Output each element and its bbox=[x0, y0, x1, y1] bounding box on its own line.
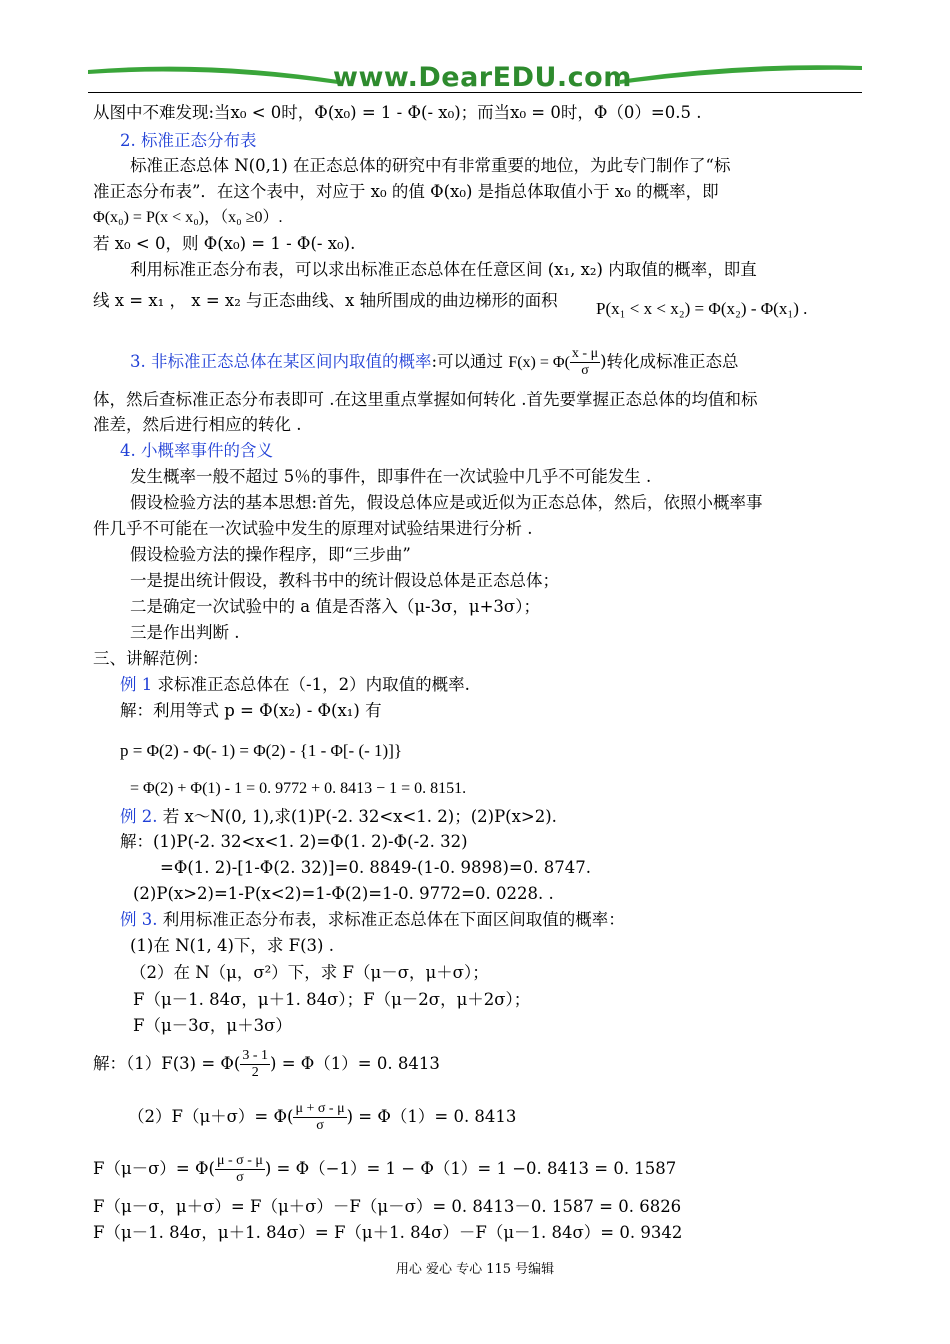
fraction-denominator: σ bbox=[581, 363, 589, 378]
text-line: 件几乎不可能在一次试验中发生的原理对试验结果进行分析 . bbox=[93, 519, 533, 538]
text-line: 一是提出统计假设，教科书中的统计假设总体是正态总体； bbox=[130, 571, 559, 590]
text-line: （2）在 N（μ，σ²）下，求 F（μ－σ，μ＋σ）； bbox=[130, 963, 489, 982]
text-line: (2)P(x>2)=1-P(x<2)=1-Φ(2)=1-0. 9772=0. 0228. . bbox=[133, 884, 554, 903]
formula-line: Φ(x₀) = P(x < x₀)，（x₀ ≥0）. bbox=[93, 209, 283, 226]
header-rule bbox=[88, 92, 862, 93]
area-formula: P(x₁ < x < x₂) = Φ(x₂) - Φ(x₁) . bbox=[596, 299, 808, 318]
text-line: F（μ－σ，μ＋σ）= F（μ＋σ）－F（μ－σ）= 0. 8413－0. 1587 = 0. 6826 bbox=[93, 1197, 682, 1216]
solution-line-1 bbox=[93, 1048, 440, 1081]
text-line: 标准正态总体 N(0,1) 在正态总体的研究中有非常重要的地位，为此专门制作了“标 bbox=[130, 156, 731, 175]
text-fragment: ) = Φ（1）= 0. 8413 bbox=[346, 1107, 517, 1126]
text-fragment: ) = Φ（1）= 0. 8413 bbox=[270, 1054, 440, 1073]
text-line: 体，然后查标准正态分布表即可 .在这里重点掌握如何转化 .首先要掌握正态总体的均值和标 bbox=[93, 390, 758, 409]
text-line: 准差，然后进行相应的转化 . bbox=[93, 415, 302, 434]
text-line: 三是作出判断 . bbox=[130, 623, 240, 642]
fraction-numerator: 3 - 1 bbox=[242, 1048, 269, 1063]
text-line: 假设检验方法的操作程序，即“三步曲” bbox=[130, 545, 411, 564]
text-line: 二是确定一次试验中的 a 值是否落入（μ-3σ，μ+3σ）； bbox=[130, 597, 540, 616]
text-fragment: 解：（1）F(3) = Φ( bbox=[93, 1054, 241, 1073]
formula-line: p = Φ(2) - Φ(- 1) = Φ(2) - {1 - Φ[- (- 1)]} bbox=[120, 741, 403, 760]
example-3-line bbox=[120, 909, 625, 931]
example-3-label: 例 3. bbox=[120, 910, 158, 929]
text-line: (1)在 N(1, 4)下，求 F(3) . bbox=[130, 936, 334, 955]
page-footer: 用心 爱心 专心 115 号编辑 bbox=[395, 1262, 555, 1277]
text-fragment: 若 x～N(0, 1),求(1)P(-2. 32<x<1. 2)；(2)P(x>2). bbox=[162, 807, 557, 826]
fraction-denominator: σ bbox=[316, 1118, 324, 1133]
text-line: 解：利用等式 p = Φ(x₂) - Φ(x₁) 有 bbox=[120, 701, 382, 720]
solution-line-2 bbox=[128, 1101, 516, 1134]
fraction-denominator: σ bbox=[236, 1170, 244, 1185]
text-line: 准正态分布表”．在这个表中，对应于 x₀ 的值 Φ(x₀) 是指总体取值小于 x₀ 的概率，即 bbox=[93, 182, 719, 201]
text-line: 解：(1)P(-2. 32<x<1. 2)=Φ(1. 2)-Φ(-2. 32) bbox=[120, 832, 468, 851]
text-line: F（μ－3σ，μ＋3σ） bbox=[133, 1016, 292, 1035]
text-fragment: 利用标准正态分布表，求标准正态总体在下面区间取值的概率： bbox=[162, 910, 625, 929]
fraction-numerator: μ + σ - μ bbox=[295, 1101, 345, 1116]
formula-fragment: F(x) = Φ( bbox=[508, 354, 570, 371]
fraction bbox=[293, 1101, 346, 1134]
fraction-numerator: x - μ bbox=[571, 346, 599, 361]
formula-line: = Φ(2) + Φ(1) - 1 = 0. 9772 + 0. 8413 − 1 = 0. 8151. bbox=[130, 780, 467, 797]
example-1-line bbox=[120, 674, 470, 696]
text-fragment: F（μ－σ）= Φ( bbox=[93, 1159, 215, 1178]
text-line: F（μ－1. 84σ，μ＋1. 84σ）；F（μ－2σ，μ＋2σ）； bbox=[133, 990, 531, 1009]
text-fragment: )转化成标准正态总 bbox=[600, 352, 739, 371]
text-line: 发生概率一般不超过 5％的事件，即事件在一次试验中几乎不可能发生 . bbox=[130, 467, 652, 486]
text-line: 线 x = x₁ ， x = x₂ 与正态曲线、x 轴所围成的曲边梯形的面积 bbox=[93, 291, 558, 310]
text-fragment: 求标准正态总体在（-1，2）内取值的概率. bbox=[157, 675, 470, 694]
fraction-numerator: μ - σ - μ bbox=[216, 1153, 263, 1168]
text-line: 利用标准正态分布表，可以求出标准正态总体在任意区间 (x₁, x₂) 内取值的概率，即直 bbox=[130, 260, 757, 279]
fraction-denominator: 2 bbox=[251, 1065, 259, 1080]
text-fragment: （2）F（μ＋σ）= Φ( bbox=[128, 1107, 294, 1126]
section-heading-3: 3. 非标准正态总体在某区间内取值的概率 bbox=[130, 352, 432, 371]
example-2-label: 例 2. bbox=[120, 807, 158, 826]
text-fragment: :可以通过 bbox=[431, 352, 504, 371]
text-line: =Φ(1. 2)-[1-Φ(2. 32)]=0. 8849-(1-0. 9898)=0. 8747. bbox=[160, 858, 591, 877]
text-line: 若 x₀ < 0，则 Φ(x₀) = 1 - Φ(- x₀). bbox=[93, 234, 356, 253]
example-2-line bbox=[120, 806, 557, 828]
section-heading-examples: 三、讲解范例： bbox=[93, 649, 209, 668]
text-fragment: ) = Φ（−1）= 1 − Φ（1）= 1 −0. 8413 = 0. 1587 bbox=[264, 1159, 677, 1178]
section-heading-4: 4. 小概率事件的含义 bbox=[120, 441, 273, 460]
text-line: F（μ－1. 84σ，μ＋1. 84σ）= F（μ＋1. 84σ）－F（μ－1. 84σ）= 0. 9342 bbox=[93, 1223, 683, 1242]
site-logo-text: www.DearEDU.com bbox=[333, 62, 632, 93]
fraction bbox=[570, 346, 600, 379]
section-heading-2: 2. 标准正态分布表 bbox=[120, 131, 257, 150]
site-header bbox=[88, 56, 862, 96]
text-line: 假设检验方法的基本思想:首先，假设总体应是或近似为正态总体，然后，依照小概率事 bbox=[130, 493, 763, 512]
text-line: 从图中不难发现:当x₀ < 0时，Φ(x₀) = 1 - Φ(- x₀)；而当x₀ = 0时，Φ（0）=0.5 . bbox=[93, 103, 702, 122]
solution-line-3 bbox=[93, 1153, 676, 1186]
section-3-line bbox=[130, 346, 739, 379]
fraction bbox=[215, 1153, 265, 1186]
example-1-label: 例 1 bbox=[120, 675, 153, 694]
fraction bbox=[240, 1048, 270, 1081]
